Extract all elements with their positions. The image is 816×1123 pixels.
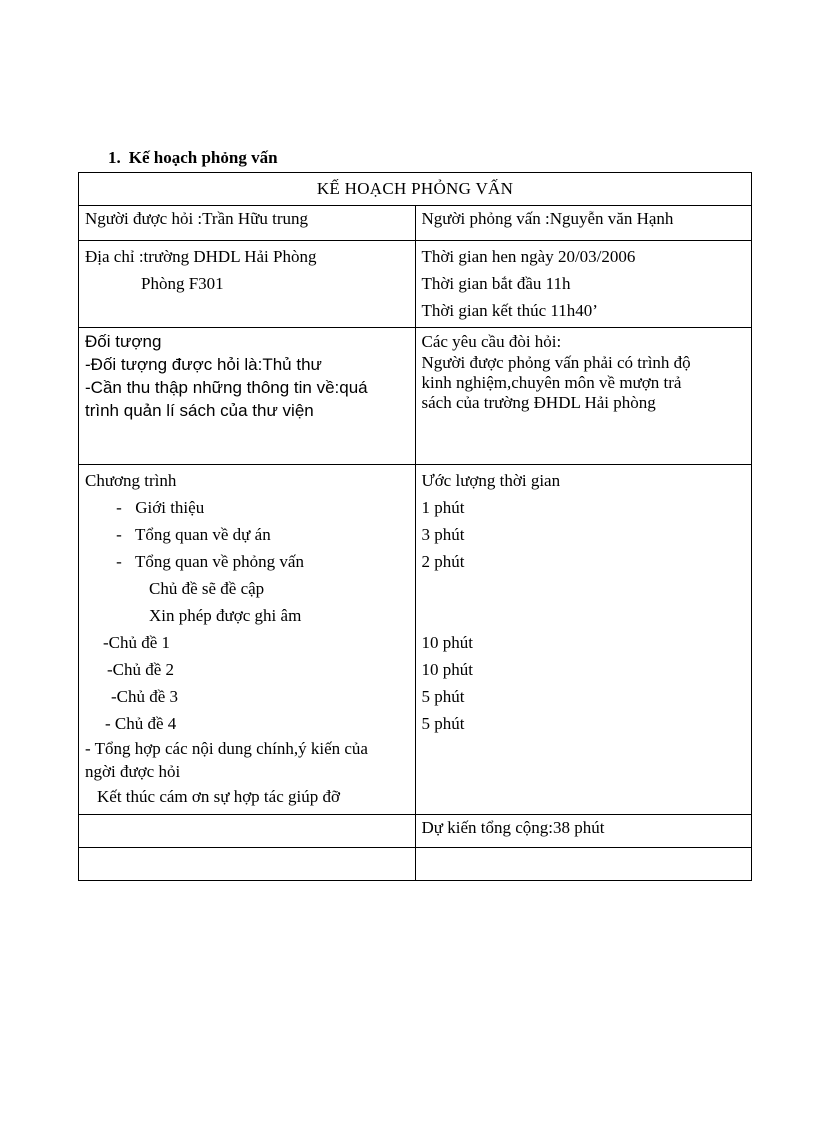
estimate-value: 10 phút <box>421 633 473 652</box>
program-heading: Chương trình <box>85 471 177 490</box>
address-cell <box>79 241 416 328</box>
topic-item: -Chủ đề 3 <box>111 687 179 706</box>
estimate-spacer <box>422 602 746 629</box>
program-item <box>85 548 409 575</box>
program-item-text: Tổng quan về dự án <box>134 525 271 544</box>
time-cell <box>415 241 752 328</box>
requirements-line: kinh nghiệm,chuyên môn về mượn trả <box>421 373 682 392</box>
topic-item: - Chủ đề 4 <box>105 714 177 733</box>
requirements-line: sách của trường ĐHDL Hải phòng <box>421 393 656 412</box>
subject-line: trình quản lí sách của thư viện <box>85 401 314 420</box>
program-item-text: Tổng quan về phỏng vấn <box>134 552 304 571</box>
section-heading <box>108 147 278 169</box>
program-subitem: Xin phép được ghi âm <box>149 606 302 625</box>
program-item <box>85 494 409 521</box>
section-number: 1. <box>108 148 121 167</box>
subject-heading: Đối tượng <box>85 332 162 351</box>
start-time: Thời gian bắt đầu 11h <box>421 274 571 293</box>
subject-line: -Đối tượng được hỏi là:Thủ thư <box>85 355 322 374</box>
requirements-cell <box>415 328 752 465</box>
table-header: KẾ HOẠCH PHỎNG VẤN <box>79 173 752 206</box>
section-title-text: Kế hoạch phỏng vấn <box>128 148 278 167</box>
estimate-cell <box>415 465 752 815</box>
interviewee-cell: Người được hỏi :Trần Hữu trung <box>79 206 416 241</box>
summary-line: ngời được hỏi <box>85 762 181 781</box>
closing-line: Kết thúc cám ơn sự hợp tác giúp đỡ <box>97 787 340 806</box>
estimate-heading: Ước lượng thời gian <box>421 471 561 490</box>
requirements-heading: Các yêu cầu đòi hỏi: <box>421 332 562 351</box>
address-line: Địa chỉ :trường DHDL Hải Phòng <box>85 247 317 266</box>
bullet-dash: - <box>116 498 122 517</box>
bullet-dash: - <box>116 525 122 544</box>
program-subitem: Chủ đề sẽ đề cập <box>149 579 265 598</box>
total-cell: Dự kiến tổng cộng:38 phút <box>415 815 752 848</box>
end-time: Thời gian kết thúc 11h40’ <box>421 301 598 320</box>
requirements-line: Người được phỏng vấn phải có trình độ <box>421 353 691 372</box>
estimate-spacer <box>422 575 746 602</box>
estimate-value: 10 phút <box>421 660 473 679</box>
subject-line: -Cần thu thập những thông tin về:quá <box>85 378 368 397</box>
interview-plan-table <box>78 172 752 881</box>
estimate-value: 1 phút <box>421 498 465 517</box>
interviewer-cell: Người phỏng vấn :Nguyễn văn Hạnh <box>415 206 752 241</box>
estimate-value: 5 phút <box>421 714 465 733</box>
topic-item: -Chủ đề 1 <box>103 633 171 652</box>
program-item <box>85 521 409 548</box>
program-cell <box>79 465 416 815</box>
blank-cell-right <box>415 848 752 881</box>
total-empty-cell <box>79 815 416 848</box>
estimate-value: 5 phút <box>421 687 465 706</box>
estimate-value: 2 phút <box>421 552 465 571</box>
blank-cell-left <box>79 848 416 881</box>
topic-item: -Chủ đề 2 <box>107 660 175 679</box>
bullet-dash: - <box>116 552 122 571</box>
estimate-value: 3 phút <box>421 525 465 544</box>
program-item-text: Giới thiệu <box>135 498 205 517</box>
summary-line: - Tổng hợp các nội dung chính,ý kiến của <box>85 739 368 758</box>
appointment-date: Thời gian hen ngày 20/03/2006 <box>421 247 636 266</box>
room-line: Phòng F301 <box>141 274 224 293</box>
subject-cell <box>79 328 416 465</box>
